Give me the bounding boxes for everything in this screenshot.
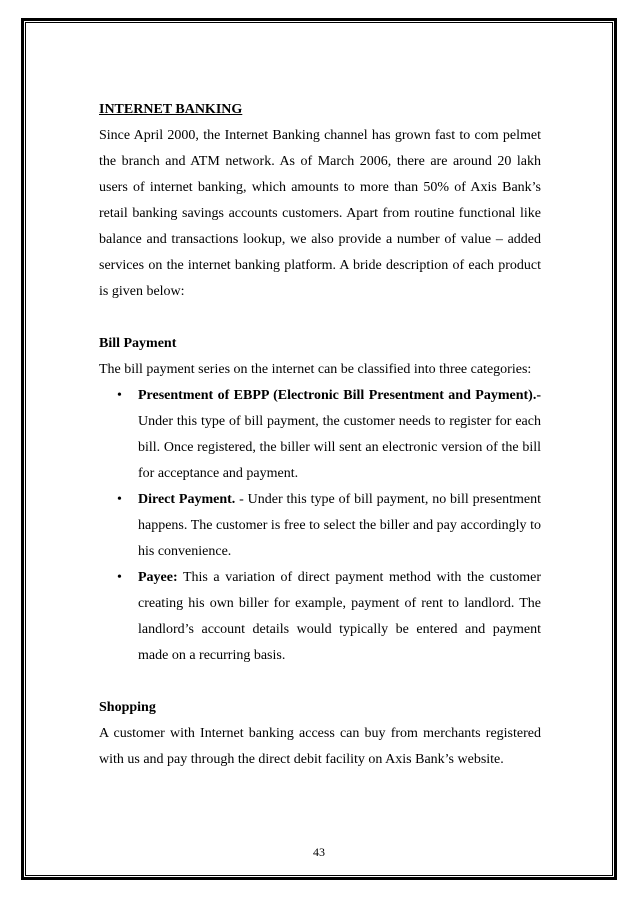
intro-paragraph: Since April 2000, the Internet Banking channel has grown fast to com pelmet the branch and ATM network. As of March 2006, there are around 20 lakh users of internet banking, which amounts to more than 50% of Axis Bank’s retail banking savings accounts customers. Apart from routine functional like balance and transactions lookup, we also provide a number of value – added services on the internet banking platform. A bride description of each product is given below: — [99, 128, 541, 299]
bill-payment-list — [99, 383, 541, 669]
list-item — [99, 487, 541, 565]
spacer — [99, 669, 541, 695]
list-item-text: Under this type of bill payment, the customer needs to register for each bill. Once registered, the biller will sent an electronic version of the bill for acceptance and payment. — [138, 414, 541, 481]
list-item-text: This a variation of direct payment method with the customer creating his own biller for example, payment of rent to landlord. The landlord’s account details would typically be entered and payment made on a recurring basis. — [138, 570, 541, 663]
shopping-heading: Shopping — [99, 700, 156, 715]
bill-payment-intro: The bill payment series on the internet can be classified into three categories: — [99, 362, 532, 377]
page-content — [99, 97, 541, 773]
list-item — [99, 565, 541, 669]
bullet-icon: • — [117, 388, 122, 403]
list-item-title: Direct Payment. — [138, 492, 236, 507]
list-item-title: Payee: — [138, 570, 178, 585]
spacer — [99, 305, 541, 331]
bullet-icon: • — [117, 570, 122, 585]
section-heading: INTERNET BANKING — [99, 102, 243, 117]
list-item-text: - Under this type of bill payment, no bill presentment happens. The customer is free to select the biller and pay accordingly to his convenience. — [138, 492, 541, 559]
bill-payment-heading: Bill Payment — [99, 336, 177, 351]
list-item — [99, 383, 541, 487]
bullet-icon: • — [117, 492, 122, 507]
shopping-paragraph: A customer with Internet banking access can buy from merchants registered with us and pay through the direct debit facility on Axis Bank’s website. — [99, 726, 541, 767]
list-item-title: Presentment of EBPP (Electronic Bill Presentment and Payment).- — [138, 388, 541, 403]
page-number: 43 — [313, 845, 325, 859]
